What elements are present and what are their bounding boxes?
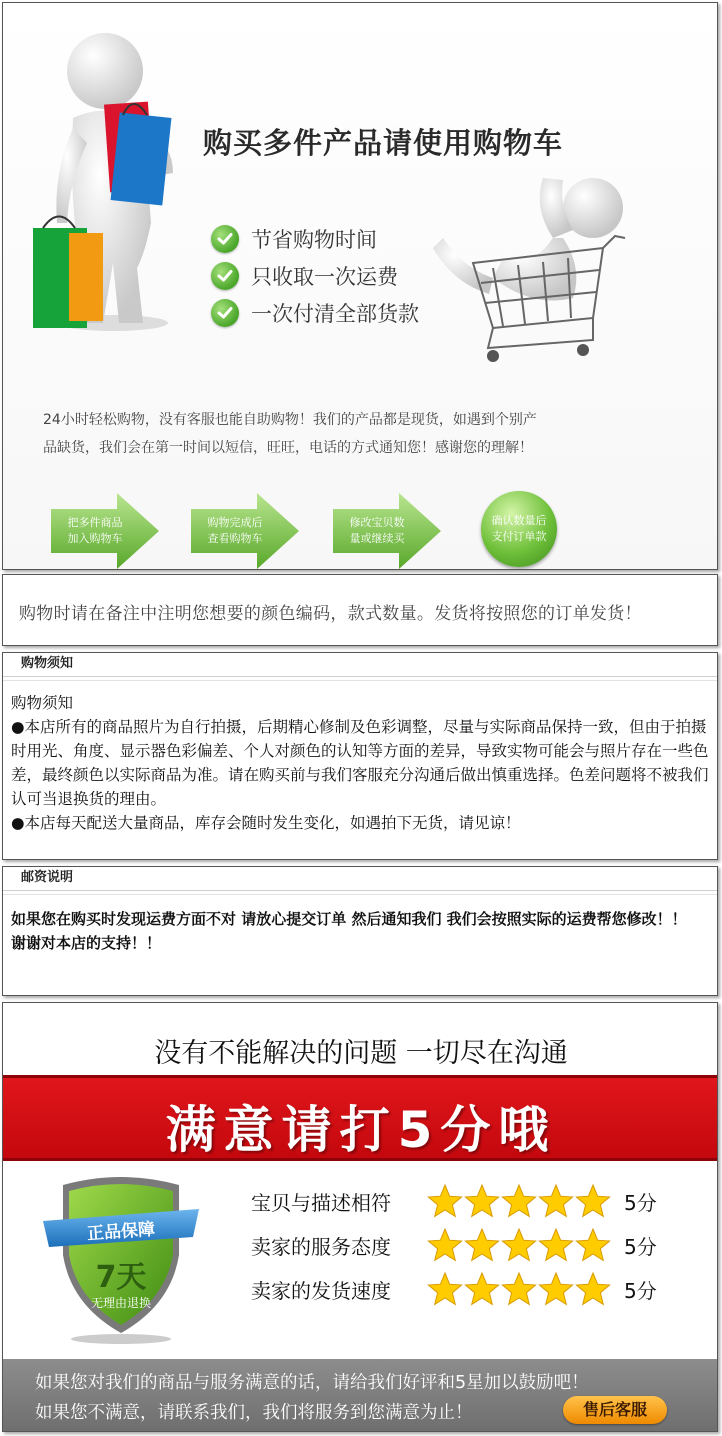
postage-body <box>3 895 717 955</box>
star-icon <box>575 1228 611 1262</box>
star-group <box>427 1228 612 1262</box>
postage-line: 如果您在购买时发现运费方面不对 请放心提交订单 然后通知我们 我们会按照实际的运费帮您修改！！ <box>11 910 687 928</box>
star-icon <box>464 1272 500 1306</box>
order-notice-panel <box>2 574 718 646</box>
star-icon <box>538 1228 574 1262</box>
shopper-figure-illustration <box>33 23 203 333</box>
step-label <box>57 515 133 547</box>
rating-panel <box>2 1002 718 1432</box>
star-icon <box>427 1228 463 1262</box>
cart-figure-illustration <box>433 168 633 378</box>
shield-days: 7天 <box>95 1260 147 1295</box>
step-label <box>339 515 415 547</box>
step-label-line: 购物完成后 <box>207 516 263 529</box>
step-label-line: 量或继续买 <box>349 532 405 545</box>
step-label-line: 查看购物车 <box>207 532 263 545</box>
check-icon <box>211 225 239 253</box>
section-title: 购物须知 <box>3 653 717 677</box>
rating-label: 宝贝与描述相符 <box>251 1190 391 1215</box>
step-modify-quantity <box>333 493 441 569</box>
star-icon <box>538 1184 574 1218</box>
order-notice-text: 购物时请在备注中注明您想要的颜色编码，款式数量。发货将按照您的订单发货！ <box>19 604 642 624</box>
rating-row <box>251 1179 657 1223</box>
star-icon <box>464 1228 500 1262</box>
shield-title: 正品保障 <box>86 1219 156 1245</box>
intro-line: 24小时轻松购物，没有客服也能自助购物！我们的产品都是现货，如遇到个别产 <box>43 412 537 428</box>
benefit-list <box>211 221 419 332</box>
rating-score: 5分 <box>624 1278 657 1303</box>
rating-banner-text: 满意请打5分哦 <box>165 1101 557 1159</box>
intro-text <box>43 406 613 462</box>
rating-row <box>251 1267 657 1311</box>
step-label <box>197 515 273 547</box>
feedback-line: 如果您不满意，请联系我们，我们将服务到您满意为止！ <box>35 1403 473 1423</box>
rating-banner <box>3 1075 718 1161</box>
star-icon <box>501 1184 537 1218</box>
step-add-to-cart <box>51 493 159 569</box>
feedback-footer <box>3 1359 718 1432</box>
postage-panel <box>2 866 718 996</box>
benefit-text: 节省购物时间 <box>251 228 377 252</box>
section-title: 邮资说明 <box>3 867 717 891</box>
star-icon <box>464 1184 500 1218</box>
slogan-text: 没有不能解决的问题 一切尽在沟通 <box>154 1038 568 1069</box>
star-icon <box>501 1272 537 1306</box>
star-group <box>427 1184 612 1218</box>
check-icon <box>211 299 239 327</box>
rating-label: 卖家的服务态度 <box>251 1234 391 1259</box>
benefit-text: 只收取一次运费 <box>251 265 398 289</box>
rating-row <box>251 1223 657 1267</box>
step-label <box>485 513 553 545</box>
star-icon <box>427 1272 463 1306</box>
star-icon <box>575 1184 611 1218</box>
rating-score: 5分 <box>624 1190 657 1215</box>
rating-score: 5分 <box>624 1234 657 1259</box>
shopping-notes-subtitle: 购物须知 <box>11 694 74 712</box>
shield-subtitle: 无理由退换 <box>90 1296 152 1310</box>
rating-label: 卖家的发货速度 <box>251 1278 391 1303</box>
after-sales-button[interactable]: 售后客服 <box>563 1396 667 1424</box>
step-label-line: 把多件商品 <box>67 516 123 529</box>
shopping-notes-paragraph: ●本店所有的商品照片为自行拍摄，后期精心修制及色彩调整，尽量与实际商品保持一致，但由于拍摄时用光、角度、显示器色彩偏差、个人对颜色的认知等方面的差异，导致实物可能会与照片存在一些色差，最终颜色以实际商品为准。请在购买前与我们客服充分沟通后做出慎重选择。色差问题将不被我们认可当退换货的理由。 <box>11 718 709 808</box>
step-pay-order <box>481 491 557 567</box>
step-label-line: 修改宝贝数 <box>349 516 405 529</box>
benefit-item <box>211 295 419 331</box>
star-icon <box>575 1272 611 1306</box>
step-view-cart <box>191 493 299 569</box>
shopping-notes-panel <box>2 652 718 860</box>
benefit-text: 一次付清全部货款 <box>251 302 419 326</box>
postage-line: 谢谢对本店的支持！！ <box>11 934 162 952</box>
step-label-line: 加入购物车 <box>67 532 123 545</box>
guarantee-shield-icon <box>41 1175 201 1345</box>
feedback-line: 如果您对我们的商品与服务满意的话，请给我们好评和5星加以鼓励吧！ <box>35 1373 589 1393</box>
star-icon <box>501 1228 537 1262</box>
benefit-item <box>211 221 419 257</box>
shopping-notes-paragraph: ●本店每天配送大量商品，库存会随时发生变化，如遇拍下无货，请见谅！ <box>11 814 521 832</box>
cart-headline: 购买多件产品请使用购物车 <box>203 126 564 160</box>
benefit-item <box>211 258 419 294</box>
shopping-notes-body <box>3 681 717 835</box>
check-icon <box>211 262 239 290</box>
step-label-line: 确认数量后 <box>491 514 547 527</box>
step-label-line: 支付订单款 <box>491 530 547 543</box>
rating-list <box>251 1179 657 1311</box>
intro-line: 品缺货，我们会在第一时间以短信，旺旺，电话的方式通知您！感谢您的理解！ <box>43 440 533 456</box>
star-icon <box>538 1272 574 1306</box>
cart-promo-panel <box>2 2 718 570</box>
star-icon <box>427 1184 463 1218</box>
star-group <box>427 1272 612 1306</box>
